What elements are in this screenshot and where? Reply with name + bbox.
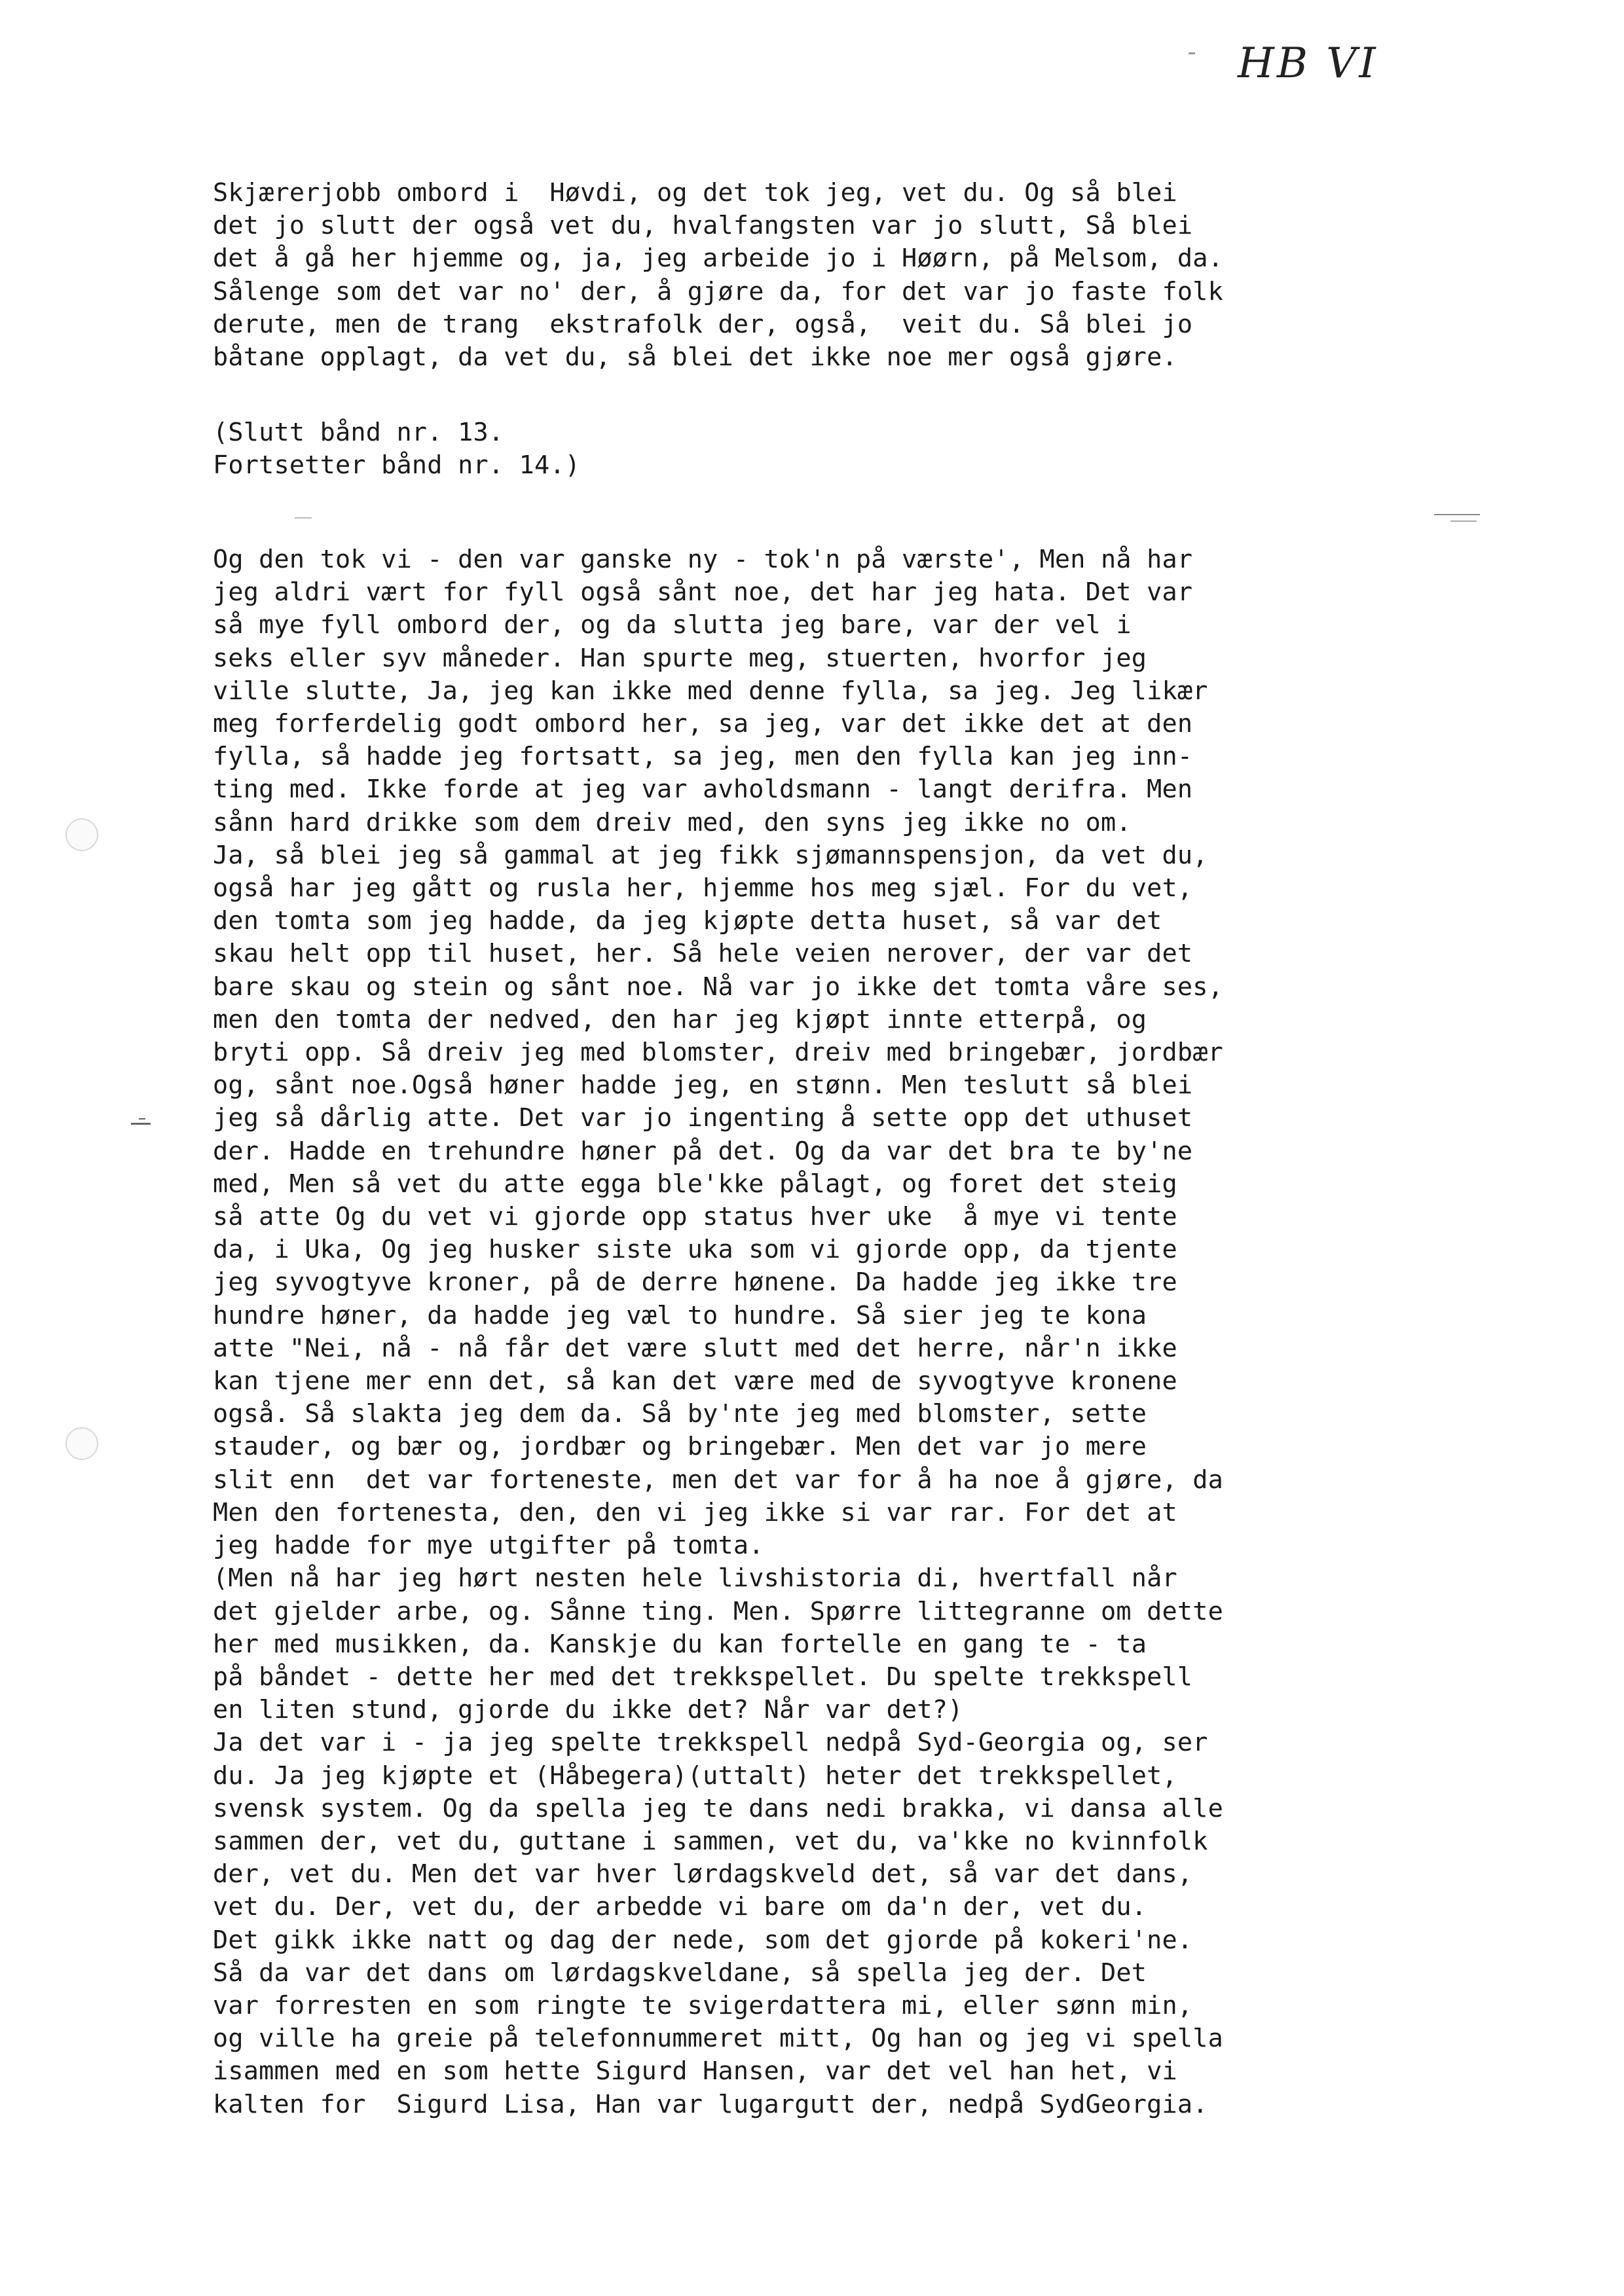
text-line: også har jeg gått og rusla her, hjemme hos meg sjæl. For du vet, [213,873,1193,903]
text-line: og, sånt noe.Også høner hadde jeg, en stønn. Men teslutt så blei [213,1070,1193,1101]
text-line: vet du. Der, vet du, der arbedde vi bare om da'n der, vet du. [213,1892,1147,1922]
text-line: var forresten en som ringte te svigerdattera mi, eller sønn min, [213,1990,1193,2020]
text-line: på båndet - dette her med det trekkspellet. Du spelte trekkspell [213,1662,1193,1692]
text-line: bryti opp. Så dreiv jeg med blomster, dreiv med bringebær, jordbær [213,1038,1224,1068]
text-line: Det gikk ikke natt og dag der nede, som det gjorde på kokeri'ne. [213,1925,1193,1955]
text-line: der, vet du. Men det var hver lørdagskveld det, så var det dans, [213,1859,1193,1889]
text-line: Men den fortenesta, den, den vi jeg ikke si var rar. For det at [213,1497,1177,1527]
text-line: Ja det var i - ja jeg spelte trekkspell nedpå Syd-Georgia og, ser [213,1728,1208,1758]
text-line: slit enn det var forteneste, men det var for å ha noe å gjøre, da [213,1465,1224,1495]
text-line: Så da var det dans om lørdagskveldane, så spella jeg der. Det [213,1958,1147,1988]
text-line: meg forferdelig godt ombord her, sa jeg, var det ikke det at den [213,709,1193,739]
text-line: jeg hadde for mye utgifter på tomta. [213,1531,764,1561]
text-line: Skjærerjobb ombord i Høvdi, og det tok jeg, vet du. Og så blei [213,178,1177,208]
text-line: jeg så dårlig atte. Det var jo ingenting å sette opp det uthuset [213,1103,1193,1133]
text-line: kan tjene mer enn det, så kan det være med de syvogtyve kronene [213,1366,1177,1396]
text-line: og ville ha greie på telefonnummeret mitt, Og han og jeg vi spella [213,2024,1224,2054]
text-line: en liten stund, gjorde du ikke det? Når var det?) [213,1695,963,1725]
text-line: (Slutt bånd nr. 13. [213,418,504,447]
stray-pen-mark [295,517,312,519]
text-line: der. Hadde en trehundre høner på det. Og da var det bra te by'ne [213,1136,1193,1166]
text-line: Ja, så blei jeg så gammal at jeg fikk sjømannspensjon, da vet du, [213,840,1208,870]
text-line: jeg aldri vært for fyll også sånt noe, det har jeg hata. Det var [213,577,1193,608]
text-line: da, i Uka, Og jeg husker siste uka som vi gjorde opp, da tjente [213,1235,1177,1265]
text-line: Sålenge som det var no' der, å gjøre da, for det var jo faste folk [213,276,1224,306]
text-line: det jo slutt der også vet du, hvalfangsten var jo slutt, Så blei [213,211,1193,241]
text-line: med, Men så vet du atte egga ble'kke pålagt, og foret det steig [213,1169,1177,1199]
text-line: ville slutte, Ja, jeg kan ikke med denne fylla, sa jeg. Jeg likær [213,676,1208,706]
text-line: det å gå her hjemme og, ja, jeg arbeide jo i Høørn, på Melsom, da. [213,244,1224,274]
stray-pen-mark [1189,52,1195,54]
text-line: også. Så slakta jeg dem da. Så by'nte jeg med blomster, sette [213,1399,1147,1429]
text-line: så mye fyll ombord der, og da slutta jeg bare, var der vel i [213,610,1132,640]
text-line: båtane opplagt, da vet du, så blei det ikke noe mer også gjøre. [213,342,1177,373]
stray-pen-mark [1434,514,1480,515]
text-line: isammen med en som hette Sigurd Hansen, var det vel han het, vi [213,2056,1177,2086]
text-line: seks eller syv måneder. Han spurte meg, stuerten, hvorfor jeg [213,643,1147,673]
text-line: Og den tok vi - den var ganske ny - tok'n på værste', Men nå har [213,545,1193,574]
text-line: derute, men de trang ekstrafolk der, også, veit du. Så blei jo [213,309,1193,339]
text-line: skau helt opp til huset, her. Så hele veien nerover, der var det [213,939,1193,969]
text-line: bare skau og stein og sånt noe. Nå var jo ikke det tomta våre ses, [213,972,1224,1002]
text-line: sånn hard drikke som dem dreiv med, den syns jeg ikke no om. [213,807,1132,837]
punch-hole [65,818,98,851]
text-line: men den tomta der nedved, den har jeg kjøpt innte etterpå, og [213,1004,1147,1034]
text-line: atte "Nei, nå - nå får det være slutt med det herre, når'n ikke [213,1333,1177,1363]
text-line: hundre høner, da hadde jeg væl to hundre. Så sier jeg te kona [213,1300,1147,1330]
tape-change-note [213,416,1562,482]
text-line: her med musikken, da. Kanskje du kan fortelle en gang te - ta [213,1629,1147,1659]
text-line: svensk system. Og da spella jeg te dans nedi brakka, vi dansa alle [213,1793,1224,1823]
stray-pen-mark [1450,520,1477,522]
text-line: du. Ja jeg kjøpte et (Håbegera)(uttalt) heter det trekkspellet, [213,1760,1177,1791]
text-line: det gjelder arbe, og. Sånne ting. Men. Spørre littegranne om dette [213,1596,1224,1626]
text-line: (Men nå har jeg hørt nesten hele livshistoria di, hvertfall når [213,1563,1177,1594]
transcript-paragraph-1 [213,177,1562,374]
punch-hole [65,1427,98,1460]
text-line: så atte Og du vet vi gjorde opp status hver uke å mye vi tente [213,1202,1177,1232]
text-line: fylla, så hadde jeg fortsatt, sa jeg, men den fylla kan jeg inn- [213,742,1193,772]
text-line: kalten for Sigurd Lisa, Han var lugargutt der, nedpå SydGeorgia. [213,2089,1208,2119]
text-line: stauder, og bær og, jordbær og bringebær. Men det var jo mere [213,1432,1147,1462]
text-line: den tomta som jeg hadde, da jeg kjøpte detta huset, så var det [213,906,1162,936]
page-label-handwritten: HB VI [1238,39,1378,88]
text-line: sammen der, vet du, guttane i sammen, vet du, va'kke no kvinnfolk [213,1826,1208,1856]
text-line: jeg syvogtyve kroner, på de derre hønene. Da hadde jeg ikke tre [213,1267,1177,1298]
stray-pen-mark [131,1123,151,1125]
transcript-paragraph-2 [213,543,1562,2121]
stray-pen-mark [139,1118,145,1120]
text-line: ting med. Ikke forde at jeg var avholdsmann - langt derifra. Men [213,774,1193,805]
text-line: Fortsetter bånd nr. 14.) [213,450,581,481]
